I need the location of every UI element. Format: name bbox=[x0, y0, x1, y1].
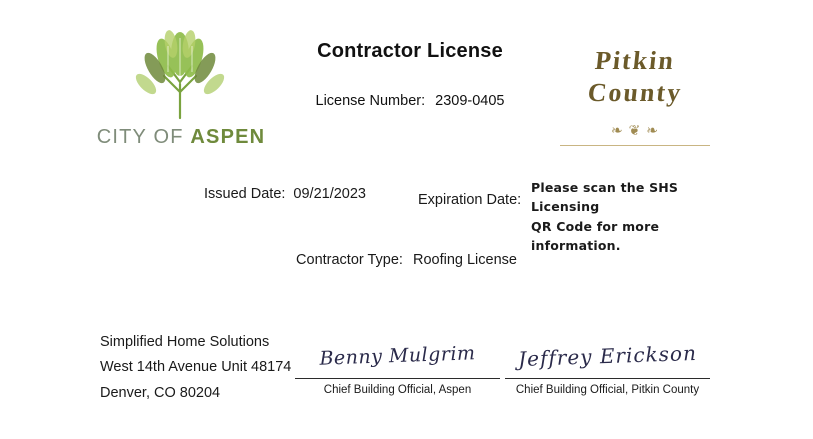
pitkin-seal-divider bbox=[560, 145, 710, 146]
contractor-address-block bbox=[100, 330, 291, 406]
qr-code-note-line2: QR Code for more information. bbox=[531, 218, 660, 254]
signature-block-pitkin bbox=[505, 336, 710, 396]
expiration-date bbox=[418, 192, 521, 208]
aspen-wordmark-aspen: ASPEN bbox=[190, 126, 266, 148]
signature-caption-pitkin: Chief Building Official, Pitkin County bbox=[515, 384, 700, 396]
signature-aspen: Benny Mulgrim bbox=[319, 342, 476, 370]
document-header bbox=[0, 18, 813, 148]
signature-caption-aspen: Chief Building Official, Aspen bbox=[323, 384, 472, 396]
license-number-label: License Number: bbox=[315, 93, 426, 109]
dates-row bbox=[0, 180, 813, 254]
issued-date bbox=[204, 186, 366, 202]
title-block bbox=[250, 40, 570, 109]
expiration-date-label: Expiration Date: bbox=[418, 192, 522, 208]
contractor-type-value: Roofing License bbox=[412, 252, 517, 268]
pitkin-seal-flourish-icon: ❧ ❦ ❧ bbox=[611, 122, 659, 138]
pitkin-seal-line2: County bbox=[586, 78, 684, 107]
issued-date-value: 09/21/2023 bbox=[293, 186, 366, 202]
city-of-aspen-logo bbox=[96, 26, 266, 154]
pitkin-seal-line1: Pitkin bbox=[593, 46, 677, 75]
aspen-tree-icon bbox=[124, 26, 236, 122]
contractor-name: Simplified Home Solutions bbox=[100, 334, 270, 350]
aspen-wordmark bbox=[96, 126, 266, 149]
aspen-wordmark-city-of: CITY OF bbox=[96, 126, 191, 148]
pitkin-county-seal bbox=[540, 28, 730, 153]
issued-date-label: Issued Date: bbox=[204, 186, 286, 202]
license-number-value: 2309-0405 bbox=[435, 93, 505, 109]
contractor-address-line1: West 14th Avenue Unit 48174 bbox=[100, 359, 292, 376]
page-title: Contractor License bbox=[317, 40, 503, 62]
contractor-type bbox=[0, 252, 813, 268]
contractor-type-label: Contractor Type: bbox=[296, 252, 403, 268]
license-number bbox=[250, 93, 570, 109]
signature-block-aspen bbox=[295, 336, 500, 396]
contractor-address-line2: Denver, CO 80204 bbox=[100, 384, 221, 401]
qr-code-note-line1: Please scan the SHS Licensing bbox=[531, 180, 679, 215]
qr-code-note bbox=[531, 178, 731, 256]
signature-pitkin: Jeffrey Erickson bbox=[517, 340, 698, 372]
